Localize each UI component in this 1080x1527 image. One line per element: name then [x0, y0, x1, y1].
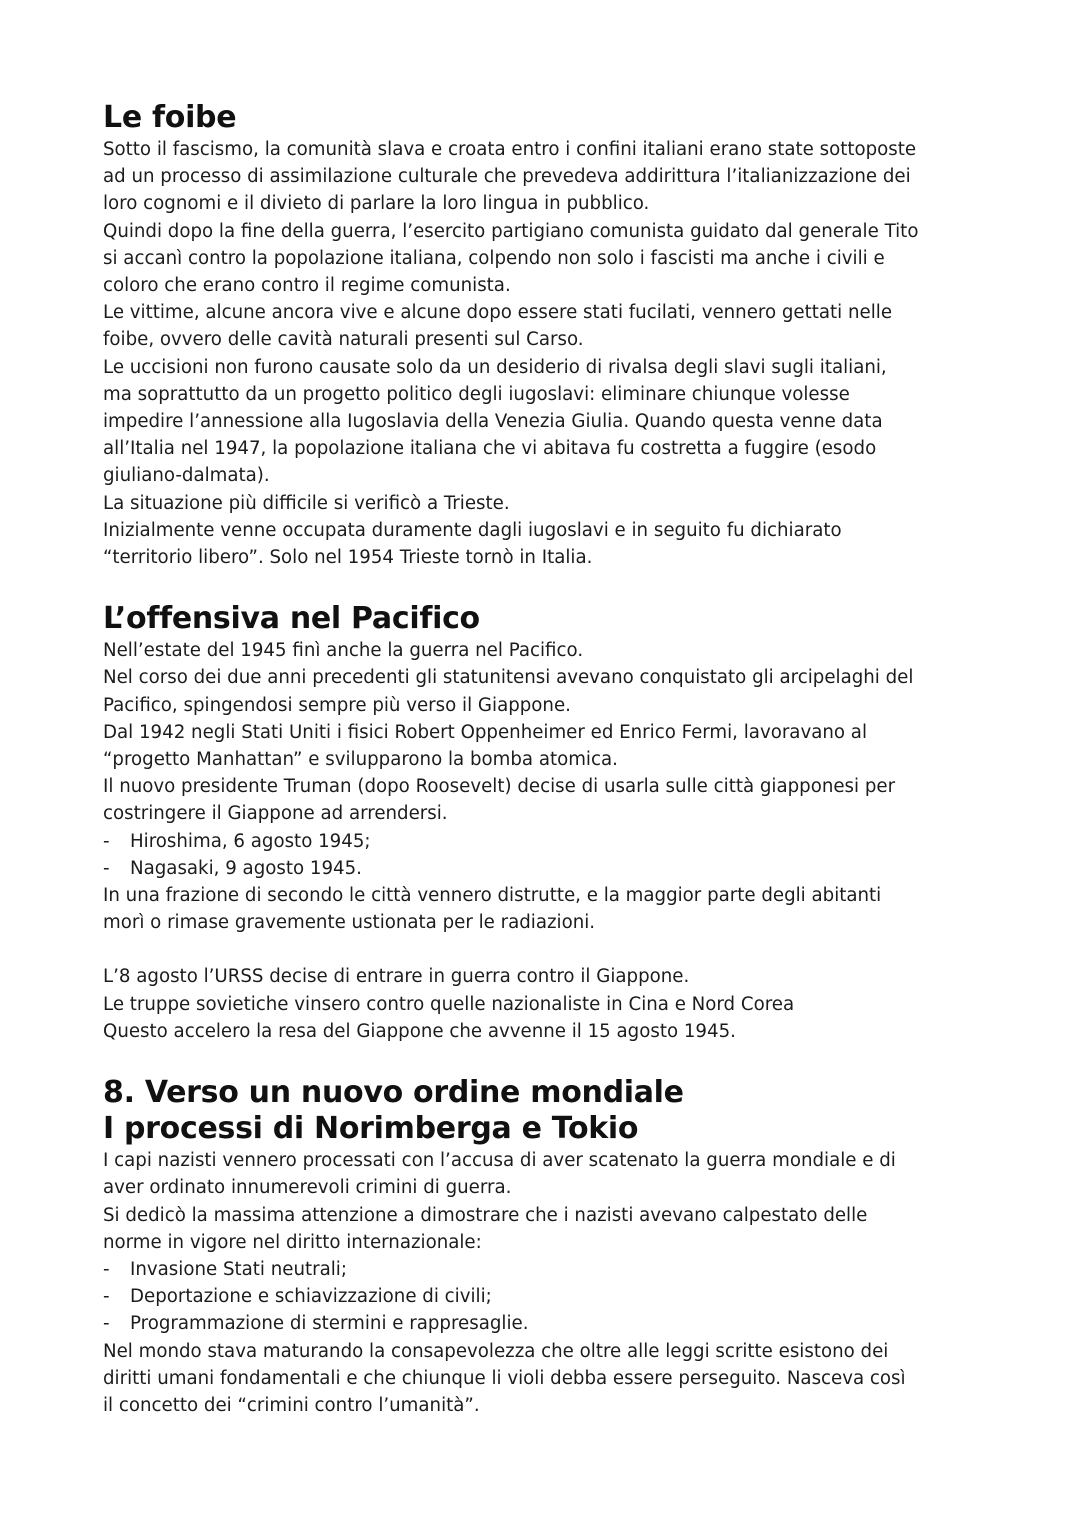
text-line: aver ordinato innumerevoli crimini di guerra.: [103, 1177, 512, 1199]
text-line: il concetto dei “crimini contro l’umanità”.: [103, 1394, 480, 1416]
list-item: [103, 1256, 983, 1283]
text-line: si accanì contro la popolazione italiana, colpendo non solo i fascisti ma anche i civili e: [103, 247, 885, 269]
text-line: Quindi dopo la fine della guerra, l’esercito partigiano comunista guidato dal generale Tito: [103, 220, 919, 242]
paragraph-foibe: [103, 136, 983, 571]
bullet-dash: -: [103, 857, 110, 879]
text-line: coloro che erano contro il regime comunista.: [103, 275, 511, 297]
section-title-processi: I processi di Norimberga e Tokio: [103, 1111, 639, 1147]
text-line: morì o rimase gravemente ustionata per le radiazioni.: [103, 912, 596, 934]
chapter-title: 8. Verso un nuovo ordine mondiale: [103, 1075, 684, 1111]
bullet-dash: -: [103, 1286, 110, 1308]
list-item-text: Programmazione di stermini e rappresaglie.: [130, 1313, 529, 1335]
text-line: Si dedicò la massima attenzione a dimostrare che i nazisti avevano calpestato delle: [103, 1204, 868, 1226]
text-line: Nel mondo stava maturando la consapevolezza che oltre alle leggi scritte esistono dei: [103, 1340, 889, 1362]
bullet-dash: -: [103, 830, 110, 852]
text-line: Questo accelero la resa del Giappone che avvenne il 15 agosto 1945.: [103, 1020, 736, 1042]
text-line: Le vittime, alcune ancora vive e alcune dopo essere stati fucilati, vennero gettati nelle: [103, 302, 893, 324]
list-item: [103, 1310, 983, 1337]
list-item: [103, 1283, 983, 1310]
text-line: ma soprattutto da un progetto politico degli iugoslavi: eliminare chiunque volesse: [103, 383, 850, 405]
text-line: Pacifico, spingendosi sempre più verso il Giappone.: [103, 694, 571, 716]
text-line: ad un processo di assimilazione culturale che prevedeva addirittura l’italianizzazione dei: [103, 166, 911, 188]
bullet-dash: -: [103, 1258, 110, 1280]
text-line: Nel corso dei due anni precedenti gli statunitensi avevano conquistato gli arcipelaghi del: [103, 667, 914, 689]
text-line: Nell’estate del 1945 finì anche la guerra nel Pacifico.: [103, 640, 584, 662]
section-title-foibe: Le foibe: [103, 100, 237, 135]
text-line: “progetto Manhattan” e svilupparono la bomba atomica.: [103, 749, 618, 771]
text-line: norme in vigore nel diritto internazionale:: [103, 1231, 482, 1253]
text-line: I capi nazisti vennero processati con l’accusa di aver scatenato la guerra mondiale e di: [103, 1150, 896, 1172]
list-item-text: Hiroshima, 6 agosto 1945;: [130, 830, 371, 852]
paragraph-pacifico: [103, 637, 983, 1045]
text-line: giuliano-dalmata).: [103, 465, 270, 487]
text-line: Il nuovo presidente Truman (dopo Roosevelt) decise di usarla sulle città giapponesi per: [103, 776, 896, 798]
text-line: La situazione più difficile si verificò a Trieste.: [103, 492, 510, 514]
text-line: Le uccisioni non furono causate solo da un desiderio di rivalsa degli slavi sugli italiani,: [103, 356, 887, 378]
text-line: L’8 agosto l’URSS decise di entrare in guerra contro il Giappone.: [103, 966, 690, 988]
bullet-dash: -: [103, 1313, 110, 1335]
text-line: Inizialmente venne occupata duramente dagli iugoslavi e in seguito fu dichiarato: [103, 519, 842, 541]
list-item: [103, 828, 983, 855]
list-item-text: Invasione Stati neutrali;: [130, 1258, 347, 1280]
document-page: [103, 100, 983, 1419]
list-item-text: Deportazione e schiavizzazione di civili;: [130, 1286, 492, 1308]
text-line: all’Italia nel 1947, la popolazione italiana che vi abitava fu costretta a fuggire (esodo: [103, 438, 877, 460]
text-line: In una frazione di secondo le città vennero distrutte, e la maggior parte degli abitanti: [103, 885, 882, 907]
text-line: impedire l’annessione alla Iugoslavia della Venezia Giulia. Quando questa venne data: [103, 411, 883, 433]
text-line: “territorio libero”. Solo nel 1954 Trieste tornò in Italia.: [103, 547, 593, 569]
text-line: foibe, ovvero delle cavità naturali presenti sul Carso.: [103, 329, 584, 351]
list-item: [103, 855, 983, 882]
section-title-pacifico: L’offensiva nel Pacifico: [103, 601, 480, 637]
text-line: costringere il Giappone ad arrendersi.: [103, 803, 448, 825]
paragraph-processi: [103, 1147, 983, 1419]
list-item-text: Nagasaki, 9 agosto 1945.: [130, 857, 362, 879]
text-line: Le truppe sovietiche vinsero contro quelle nazionaliste in Cina e Nord Corea: [103, 993, 795, 1015]
text-line: loro cognomi e il divieto di parlare la loro lingua in pubblico.: [103, 193, 650, 215]
text-line: diritti umani fondamentali e che chiunque li violi debba essere perseguito. Nasceva così: [103, 1367, 906, 1389]
text-line: Dal 1942 negli Stati Uniti i fisici Robert Oppenheimer ed Enrico Fermi, lavoravano al: [103, 721, 867, 743]
text-line: Sotto il fascismo, la comunità slava e croata entro i confini italiani erano state sottoposte: [103, 139, 917, 160]
